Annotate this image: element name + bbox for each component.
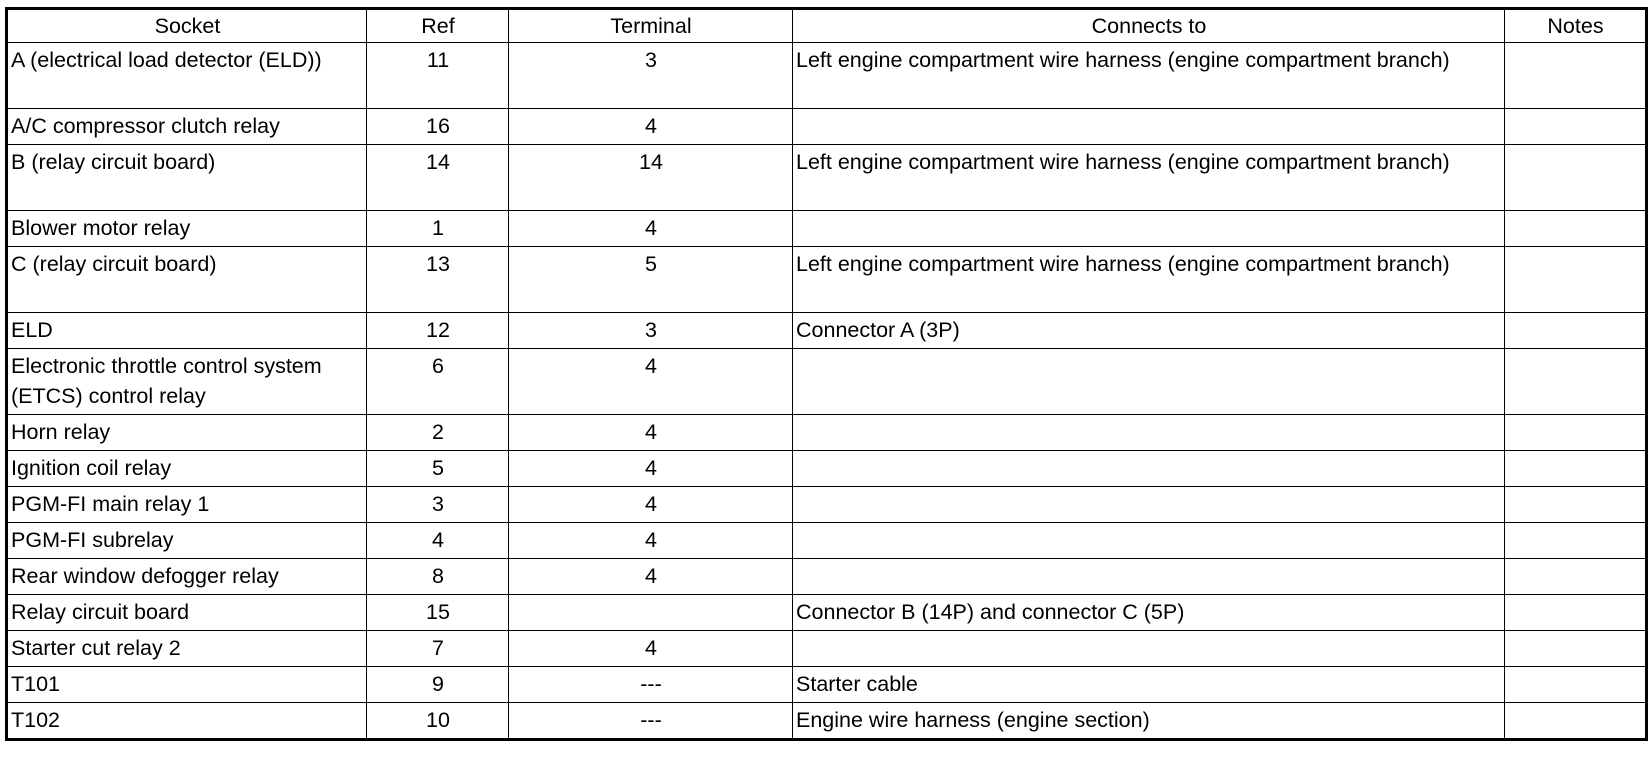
- cell-notes: [1505, 109, 1647, 145]
- cell-terminal: ---: [509, 703, 793, 740]
- table-row: [7, 145, 1647, 211]
- cell-socket: Relay circuit board: [7, 595, 367, 631]
- cell-terminal: 4: [509, 415, 793, 451]
- table-header-row: [7, 9, 1647, 43]
- cell-notes: [1505, 631, 1647, 667]
- cell-connects-to: [793, 451, 1505, 487]
- cell-ref: 6: [367, 349, 509, 415]
- cell-terminal: [509, 595, 793, 631]
- header-socket: Socket: [7, 9, 367, 43]
- cell-ref: 5: [367, 451, 509, 487]
- cell-ref: 13: [367, 247, 509, 313]
- cell-notes: [1505, 247, 1647, 313]
- cell-connects-to: Engine wire harness (engine section): [793, 703, 1505, 740]
- cell-terminal: 14: [509, 145, 793, 211]
- cell-socket: Horn relay: [7, 415, 367, 451]
- cell-ref: 16: [367, 109, 509, 145]
- cell-socket: Ignition coil relay: [7, 451, 367, 487]
- table-row: [7, 451, 1647, 487]
- cell-connects-to: [793, 631, 1505, 667]
- cell-socket: ELD: [7, 313, 367, 349]
- cell-ref: 11: [367, 43, 509, 109]
- cell-socket: PGM-FI subrelay: [7, 523, 367, 559]
- cell-terminal: 5: [509, 247, 793, 313]
- cell-notes: [1505, 313, 1647, 349]
- table-row: [7, 487, 1647, 523]
- table-row: [7, 415, 1647, 451]
- cell-socket: A/C compressor clutch relay: [7, 109, 367, 145]
- cell-ref: 14: [367, 145, 509, 211]
- cell-socket: Starter cut relay 2: [7, 631, 367, 667]
- table-row: [7, 349, 1647, 415]
- cell-ref: 2: [367, 415, 509, 451]
- cell-notes: [1505, 595, 1647, 631]
- cell-terminal: ---: [509, 667, 793, 703]
- cell-terminal: 4: [509, 559, 793, 595]
- table-row: [7, 313, 1647, 349]
- cell-connects-to: [793, 415, 1505, 451]
- cell-connects-to: Left engine compartment wire harness (engine compartment branch): [793, 145, 1505, 211]
- table-row: [7, 211, 1647, 247]
- table-row: [7, 523, 1647, 559]
- header-connects-to: Connects to: [793, 9, 1505, 43]
- cell-socket: C (relay circuit board): [7, 247, 367, 313]
- table-row: [7, 631, 1647, 667]
- cell-connects-to: Left engine compartment wire harness (engine compartment branch): [793, 247, 1505, 313]
- cell-ref: 9: [367, 667, 509, 703]
- cell-notes: [1505, 43, 1647, 109]
- cell-notes: [1505, 559, 1647, 595]
- cell-ref: 3: [367, 487, 509, 523]
- cell-terminal: 4: [509, 211, 793, 247]
- cell-socket: Electronic throttle control system (ETCS) control relay: [7, 349, 367, 415]
- cell-connects-to: [793, 109, 1505, 145]
- cell-terminal: 3: [509, 313, 793, 349]
- table-row: [7, 703, 1647, 740]
- cell-terminal: 4: [509, 631, 793, 667]
- cell-terminal: 4: [509, 487, 793, 523]
- cell-notes: [1505, 523, 1647, 559]
- connector-table: [5, 7, 1648, 741]
- cell-connects-to: Connector A (3P): [793, 313, 1505, 349]
- cell-connects-to: Left engine compartment wire harness (engine compartment branch): [793, 43, 1505, 109]
- cell-terminal: 4: [509, 349, 793, 415]
- cell-ref: 10: [367, 703, 509, 740]
- cell-ref: 4: [367, 523, 509, 559]
- cell-notes: [1505, 211, 1647, 247]
- cell-connects-to: [793, 211, 1505, 247]
- cell-connects-to: [793, 559, 1505, 595]
- cell-terminal: 3: [509, 43, 793, 109]
- table-row: [7, 109, 1647, 145]
- cell-socket: Rear window defogger relay: [7, 559, 367, 595]
- cell-ref: 7: [367, 631, 509, 667]
- table-row: [7, 667, 1647, 703]
- cell-ref: 15: [367, 595, 509, 631]
- table-row: [7, 43, 1647, 109]
- cell-connects-to: Connector B (14P) and connector C (5P): [793, 595, 1505, 631]
- cell-connects-to: Starter cable: [793, 667, 1505, 703]
- cell-terminal: 4: [509, 451, 793, 487]
- cell-connects-to: [793, 349, 1505, 415]
- cell-connects-to: [793, 523, 1505, 559]
- cell-socket: T102: [7, 703, 367, 740]
- header-terminal: Terminal: [509, 9, 793, 43]
- cell-socket: T101: [7, 667, 367, 703]
- cell-notes: [1505, 451, 1647, 487]
- cell-notes: [1505, 703, 1647, 740]
- table-row: [7, 595, 1647, 631]
- cell-ref: 8: [367, 559, 509, 595]
- cell-connects-to: [793, 487, 1505, 523]
- header-ref: Ref: [367, 9, 509, 43]
- cell-ref: 1: [367, 211, 509, 247]
- cell-terminal: 4: [509, 523, 793, 559]
- cell-ref: 12: [367, 313, 509, 349]
- cell-socket: B (relay circuit board): [7, 145, 367, 211]
- table-row: [7, 559, 1647, 595]
- cell-socket: Blower motor relay: [7, 211, 367, 247]
- cell-socket: PGM-FI main relay 1: [7, 487, 367, 523]
- cell-notes: [1505, 667, 1647, 703]
- cell-socket: A (electrical load detector (ELD)): [7, 43, 367, 109]
- cell-notes: [1505, 415, 1647, 451]
- cell-notes: [1505, 487, 1647, 523]
- header-notes: Notes: [1505, 9, 1647, 43]
- cell-notes: [1505, 349, 1647, 415]
- cell-notes: [1505, 145, 1647, 211]
- table-row: [7, 247, 1647, 313]
- cell-terminal: 4: [509, 109, 793, 145]
